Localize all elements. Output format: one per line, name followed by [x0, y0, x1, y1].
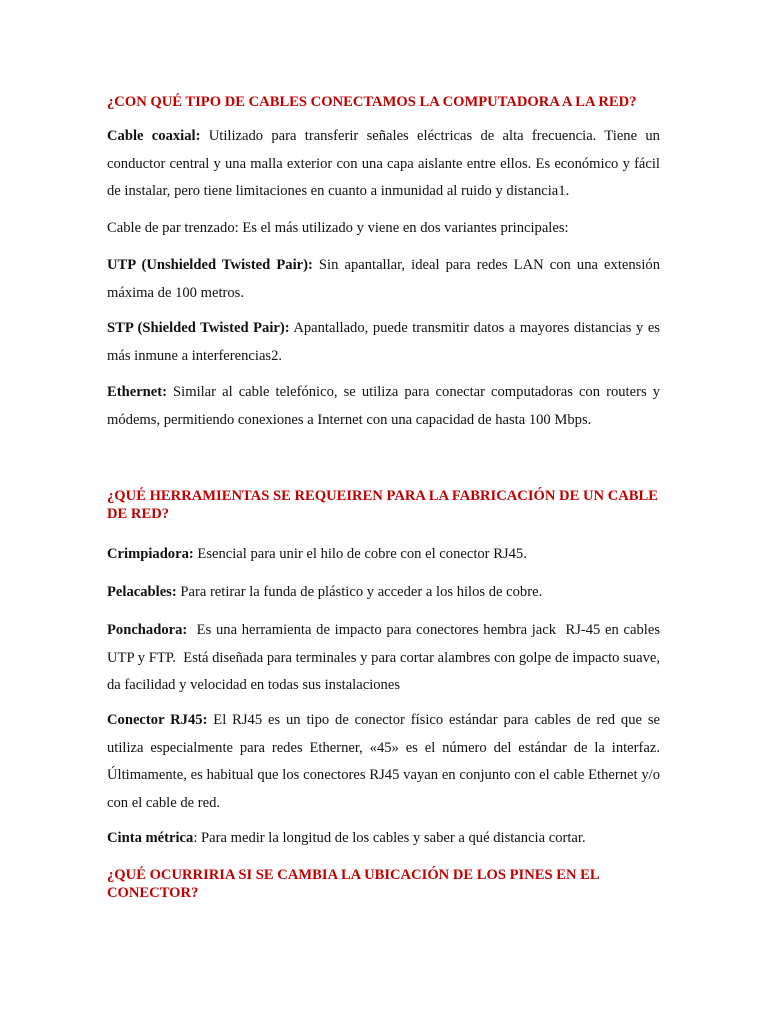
term-conector-rj45: Conector RJ45:: [107, 712, 208, 728]
paragraph-pelacables: [107, 579, 660, 607]
term-ponchadora: Ponchadora:: [107, 622, 188, 638]
paragraph-conector-rj45: [107, 707, 660, 817]
paragraph-twisted-pair: Cable de par trenzado: Es el más utilizado y viene en dos variantes principales:: [107, 220, 569, 236]
term-crimpiadora: Crimpiadora:: [107, 546, 194, 562]
text-crimpiadora: Esencial para unir el hilo de cobre con el conector RJ45.: [193, 546, 527, 562]
term-coaxial: Cable coaxial:: [107, 128, 201, 144]
term-stp: STP (Shielded Twisted Pair):: [107, 320, 290, 336]
paragraph-cinta-metrica: [107, 825, 660, 853]
term-cinta-metrica: Cinta métrica: [107, 830, 194, 846]
text-ethernet: Similar al cable telefónico, se utiliza para conectar computadoras con routers y módems, permitiendo conexiones a Internet con una capacidad de hasta 100 Mbps.: [107, 384, 660, 428]
section-heading-cables: ¿CON QUÉ TIPO DE CABLES CONECTAMOS LA COMPUTADORA A LA RED?: [107, 94, 637, 110]
term-pelacables: Pelacables:: [107, 584, 177, 600]
text-pelacables: Para retirar la funda de plástico y acceder a los hilos de cobre.: [176, 584, 543, 600]
paragraph-crimpiadora: [107, 541, 660, 569]
section-heading-tools: ¿QUÉ HERRAMIENTAS SE REQUEIREN PARA LA FABRICACIÓN DE UN CABLE DE RED?: [107, 488, 658, 522]
paragraph-ethernet: [107, 379, 660, 434]
paragraph-utp: [107, 252, 660, 307]
text-ponchadora: Es una herramienta de impacto para conectores hembra jack RJ-45 en cables UTP y FTP. Está diseñada para terminales y para cortar alambres con golpe de impacto suave, da facilidad y velocidad en todas sus instalaciones: [107, 622, 664, 693]
text-utp: Sin apantallar, ideal para redes LAN con una extensión máxima de 100 metros.: [107, 257, 660, 301]
text-coaxial: Utilizado para transferir señales eléctricas de alta frecuencia. Tiene un conductor central y una malla exterior con una capa aislante entre ellos. Es económico y fácil de instalar, pero tiene limitaciones en cuanto a inmunidad al ruido y distancia1.: [107, 128, 660, 199]
term-utp: UTP (Unshielded Twisted Pair):: [107, 257, 313, 273]
paragraph-ponchadora: [107, 617, 664, 700]
section-heading-pins: ¿QUÉ OCURRIRIA SI SE CAMBIA LA UBICACIÓN DE LOS PINES EN EL CONECTOR?: [107, 867, 599, 901]
text-conector-rj45: El RJ45 es un tipo de conector físico estándar para cables de red que se utiliza especialmente para redes Etherner, «45» es el número del estándar de la interfaz. Últimamente, es habitual que los conectores RJ45 vayan en conjunto con el cable Ethernet y/o con el cable de red.: [107, 712, 661, 811]
term-ethernet: Ethernet:: [107, 384, 167, 400]
text-stp: Apantallado, puede transmitir datos a mayores distancias y es más inmune a interferencias2.: [107, 320, 660, 364]
paragraph-stp: [107, 315, 660, 370]
paragraph-coaxial: [107, 123, 660, 206]
text-cinta-metrica: : Para medir la longitud de los cables y saber a qué distancia cortar.: [193, 830, 586, 846]
